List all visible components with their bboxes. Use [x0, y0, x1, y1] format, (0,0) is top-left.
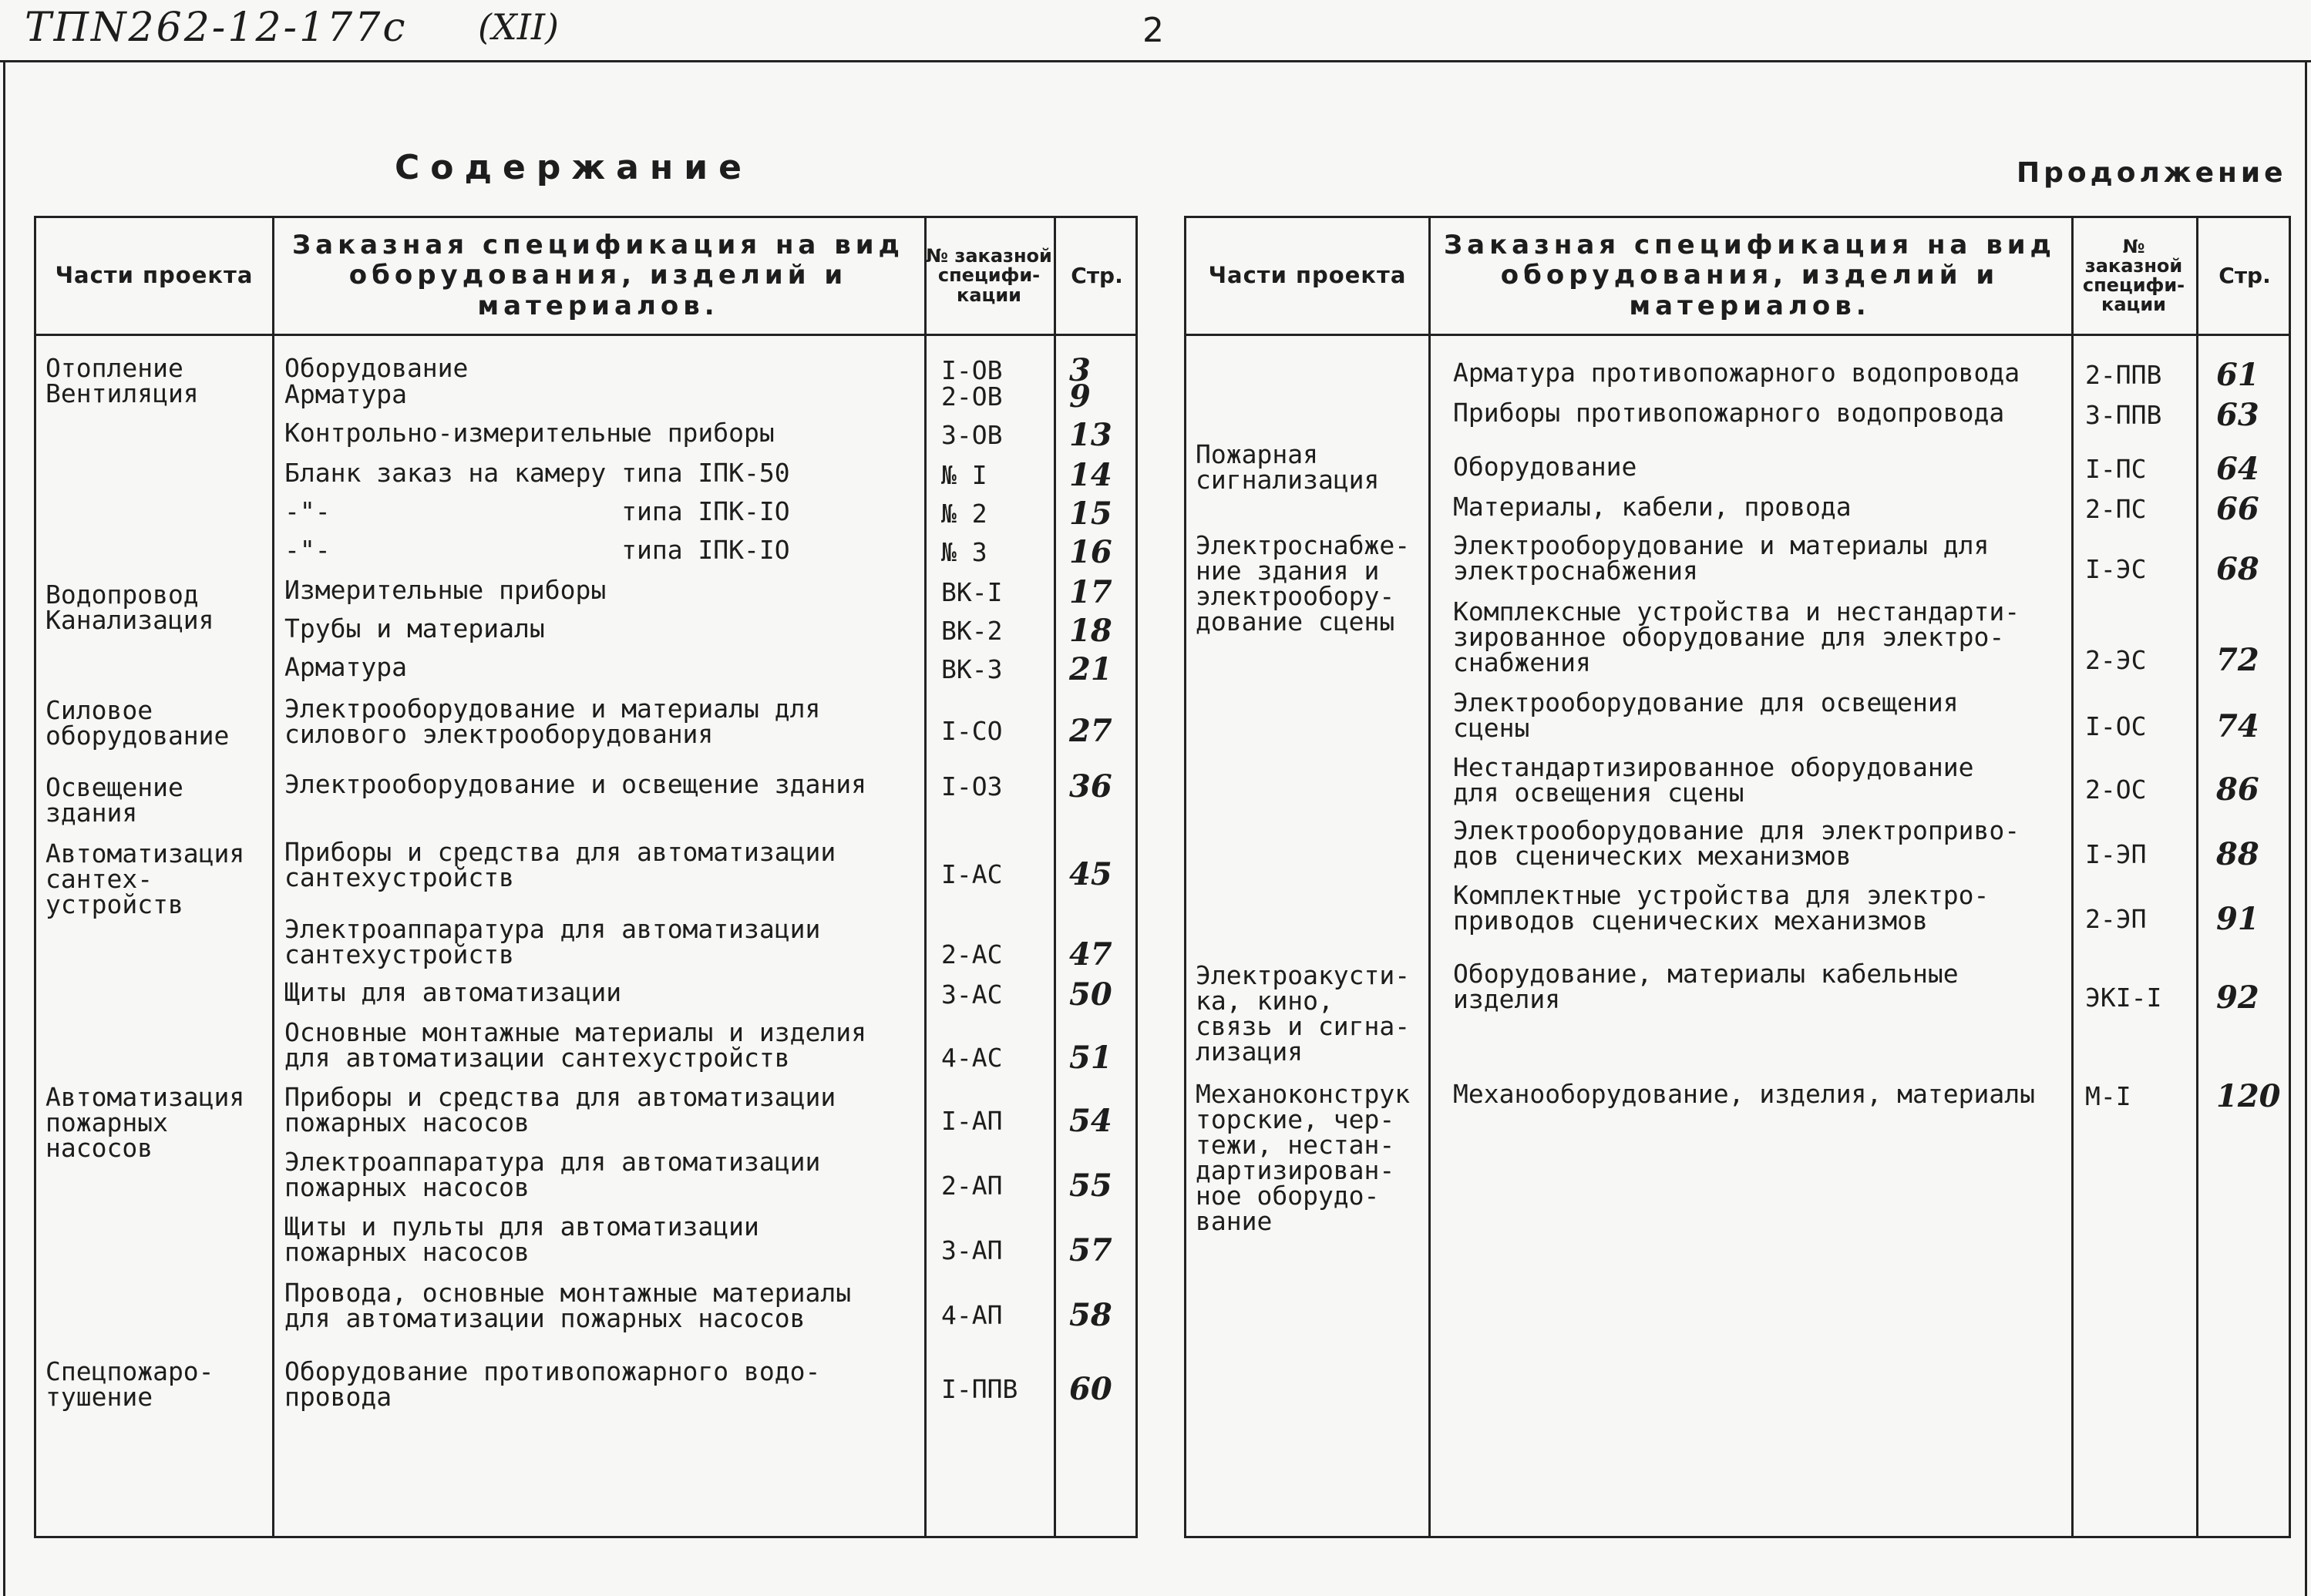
spec-number: 2-АС [941, 939, 1003, 969]
spec-number: 2-ПС [2085, 494, 2147, 524]
spec-name: -"- типа IПК-IO [284, 496, 790, 526]
spec-name: Приборы противопожарного водопровода [1453, 398, 2005, 428]
page-ref: 91 [2216, 901, 2259, 937]
title-rule [0, 60, 2311, 62]
spec-number: I-ОЗ [941, 771, 1003, 801]
spec-name: Электроаппаратура для автоматизации пожарных насосов [284, 1147, 821, 1202]
page-ref: 54 [1069, 1103, 1112, 1139]
page-ref: 92 [2216, 979, 2259, 1016]
spec-number: I-ОС [2085, 711, 2147, 741]
column-header-spec: Заказная спецификация на вид оборудования, изделий и материалов. [1443, 230, 2057, 321]
spec-name: Электроаппаратура для автоматизации сантехустройств [284, 914, 821, 969]
spec-name: Нестандартизированное оборудование для освещения сцены [1453, 752, 1974, 808]
header-divider [36, 334, 1135, 336]
project-part: Электроакусти- ка, кино, связь и сигна- лизация [1196, 960, 1411, 1067]
page-ref: 47 [1069, 936, 1112, 973]
spec-name: Контрольно-измерительные приборы [284, 418, 775, 448]
spec-name: Приборы и средства для автоматизации пожарных насосов [284, 1082, 836, 1137]
spec-name: Механооборудование, изделия, материалы [1453, 1079, 2035, 1109]
spec-name: Приборы и средства для автоматизации сантехустройств [284, 837, 836, 892]
spec-number: М-I [2085, 1081, 2131, 1111]
spec-number: 2-ППВ [2085, 360, 2162, 390]
column-divider [924, 218, 927, 1536]
spec-number: I-ПС [2085, 454, 2147, 484]
column-divider [1054, 218, 1056, 1536]
page-ref: 64 [2216, 451, 2259, 487]
page-ref: 17 [1069, 574, 1112, 610]
page-number: 2 [1142, 11, 1164, 50]
spec-number: № 3 [941, 537, 987, 567]
column-divider [1428, 218, 1431, 1536]
spec-name: Трубы и материалы [284, 613, 545, 643]
document-code: ТПN262-12-177с [25, 5, 408, 51]
spec-name: Оборудование противопожарного водо- провода [284, 1356, 821, 1412]
spec-number: I-ЭС [2085, 554, 2147, 584]
spec-number: 3-АП [941, 1235, 1003, 1265]
spec-number: 2-ОС [2085, 774, 2147, 805]
page-ref: 9 [1069, 378, 1091, 415]
column-header-spec: Заказная спецификация на вид оборудования, изделий и материалов. [291, 230, 905, 321]
project-part: Автоматизация сантех- устройств [45, 838, 245, 919]
spec-number: I-СО [941, 716, 1003, 746]
spec-name: Комплексные устройства и нестандарти- зированное оборудование для электро- снабжения [1453, 596, 2020, 677]
spec-name: Материалы, кабели, провода [1453, 492, 1852, 522]
column-header-part: Части проекта [1208, 262, 1407, 289]
column-divider [2196, 218, 2198, 1536]
page-ref: 27 [1069, 713, 1112, 749]
spec-number: № 2 [941, 499, 987, 529]
column-divider [2071, 218, 2074, 1536]
page-ref: 74 [2216, 708, 2259, 744]
contents-table-left [34, 216, 1138, 1538]
page-ref: 86 [2216, 771, 2259, 808]
header-divider [1186, 334, 2289, 336]
spec-number: 3-ОВ [941, 420, 1003, 450]
spec-number: I-ОВ [941, 355, 1003, 385]
project-part: Пожарная сигнализация [1196, 439, 1380, 495]
spec-name: Основные монтажные материалы и изделия для автоматизации сантехустройств [284, 1017, 866, 1073]
column-header-page: Стр. [1071, 262, 1123, 288]
page-ref: 88 [2216, 836, 2259, 872]
continuation-title: Продолжение [2017, 157, 2287, 189]
column-header-number: № заказной специфи-кации [926, 245, 1052, 306]
spec-number: ВК-I [941, 577, 1003, 607]
project-part: Автоматизация пожарных насосов [45, 1082, 245, 1163]
page-ref: 51 [1069, 1040, 1112, 1076]
page-ref: 45 [1069, 856, 1112, 892]
page-ref: 66 [2216, 491, 2259, 527]
spec-number: I-АП [941, 1106, 1003, 1136]
sheet-mark: (XII) [478, 6, 559, 48]
spec-name: Арматура [284, 379, 407, 409]
contents-title: Содержание [395, 148, 752, 187]
project-part: Спецпожаро- тушение [45, 1356, 214, 1412]
column-header-number: № заказной специфи-кации [2082, 235, 2185, 316]
page-ref: 55 [1069, 1168, 1112, 1204]
spec-name: Электрооборудование для электроприво- дов сценических механизмов [1453, 815, 2020, 871]
spec-name: Провода, основные монтажные материалы для автоматизации пожарных насосов [284, 1278, 852, 1333]
spec-name: Электрооборудование и материалы для электроснабжения [1453, 530, 1990, 586]
spec-number: I-ЭП [2085, 839, 2147, 869]
page-ref: 68 [2216, 551, 2259, 587]
column-header-part: Части проекта [55, 262, 254, 289]
spec-number: 3-АС [941, 979, 1003, 1010]
spec-number: 2-ЭС [2085, 645, 2147, 675]
spec-name: Бланк заказ на камеру типа IПК-50 [284, 458, 790, 488]
frame-left-border [3, 60, 5, 1596]
contents-table-right [1184, 216, 2291, 1538]
page-ref: 72 [2216, 642, 2259, 678]
spec-name: Измерительные приборы [284, 575, 607, 605]
spec-number: I-АС [941, 859, 1003, 889]
spec-name: Щиты для автоматизации [284, 977, 622, 1007]
spec-name: Комплектные устройства для электро- приводов сценических механизмов [1453, 880, 1990, 936]
spec-number: 2-АП [941, 1171, 1003, 1201]
spec-name: Щиты и пульты для автоматизации пожарных насосов [284, 1211, 759, 1267]
project-part: Водопровод Канализация [45, 580, 214, 635]
page-ref: 63 [2216, 397, 2259, 433]
page-ref: 60 [1069, 1371, 1112, 1407]
frame-right-border [2305, 60, 2307, 1596]
spec-number: ЭКI-I [2085, 983, 2162, 1013]
spec-name: Электрооборудование и освещение здания [284, 769, 866, 799]
project-part: Силовое оборудование [45, 695, 230, 751]
spec-number: I-ППВ [941, 1374, 1018, 1404]
project-part: Механоконструк торские, чер- тежи, нестан- дартизирован- ное оборудо- вание [1196, 1079, 1411, 1236]
spec-name: Электрооборудование для освещения сцены [1453, 687, 1959, 743]
spec-name: Оборудование, материалы кабельные изделия [1453, 959, 1959, 1014]
spec-name: Электрооборудование и материалы для силового электрооборудования [284, 694, 821, 749]
page-ref: 120 [2216, 1078, 2281, 1114]
spec-name: Оборудование [284, 353, 469, 383]
spec-number: 4-АС [941, 1043, 1003, 1073]
spec-name: Арматура [284, 652, 407, 682]
page-ref: 21 [1069, 651, 1112, 687]
project-part: Электроснабже- ние здания и электрообору- дование сцены [1196, 530, 1411, 637]
spec-number: 4-АП [941, 1300, 1003, 1330]
page-ref: 61 [2216, 357, 2259, 393]
page-ref: 14 [1069, 457, 1112, 493]
project-part: Отопление Вентиляция [45, 353, 199, 408]
spec-number: 2-ЭП [2085, 904, 2147, 934]
spec-name: Оборудование [1453, 452, 1637, 482]
page-ref: 36 [1069, 768, 1112, 805]
page-ref: 58 [1069, 1297, 1112, 1333]
page-ref: 3 [1069, 352, 1091, 388]
spec-number: ВК-3 [941, 654, 1003, 684]
spec-number: 2-ОВ [941, 381, 1003, 412]
spec-number: ВК-2 [941, 616, 1003, 646]
column-divider [272, 218, 274, 1536]
page-ref: 15 [1069, 496, 1112, 532]
page-ref: 57 [1069, 1232, 1112, 1268]
column-header-page: Стр. [2218, 262, 2271, 288]
page-ref: 16 [1069, 534, 1112, 570]
page-ref: 50 [1069, 976, 1112, 1013]
spec-name: Арматура противопожарного водопровода [1453, 358, 2020, 388]
page-ref: 18 [1069, 613, 1112, 649]
spec-name: -"- типа IПК-IO [284, 535, 790, 565]
project-part: Освещение здания [45, 772, 183, 828]
spec-number: 3-ППВ [2085, 400, 2162, 430]
page-ref: 13 [1069, 417, 1112, 453]
spec-number: № I [941, 460, 987, 490]
